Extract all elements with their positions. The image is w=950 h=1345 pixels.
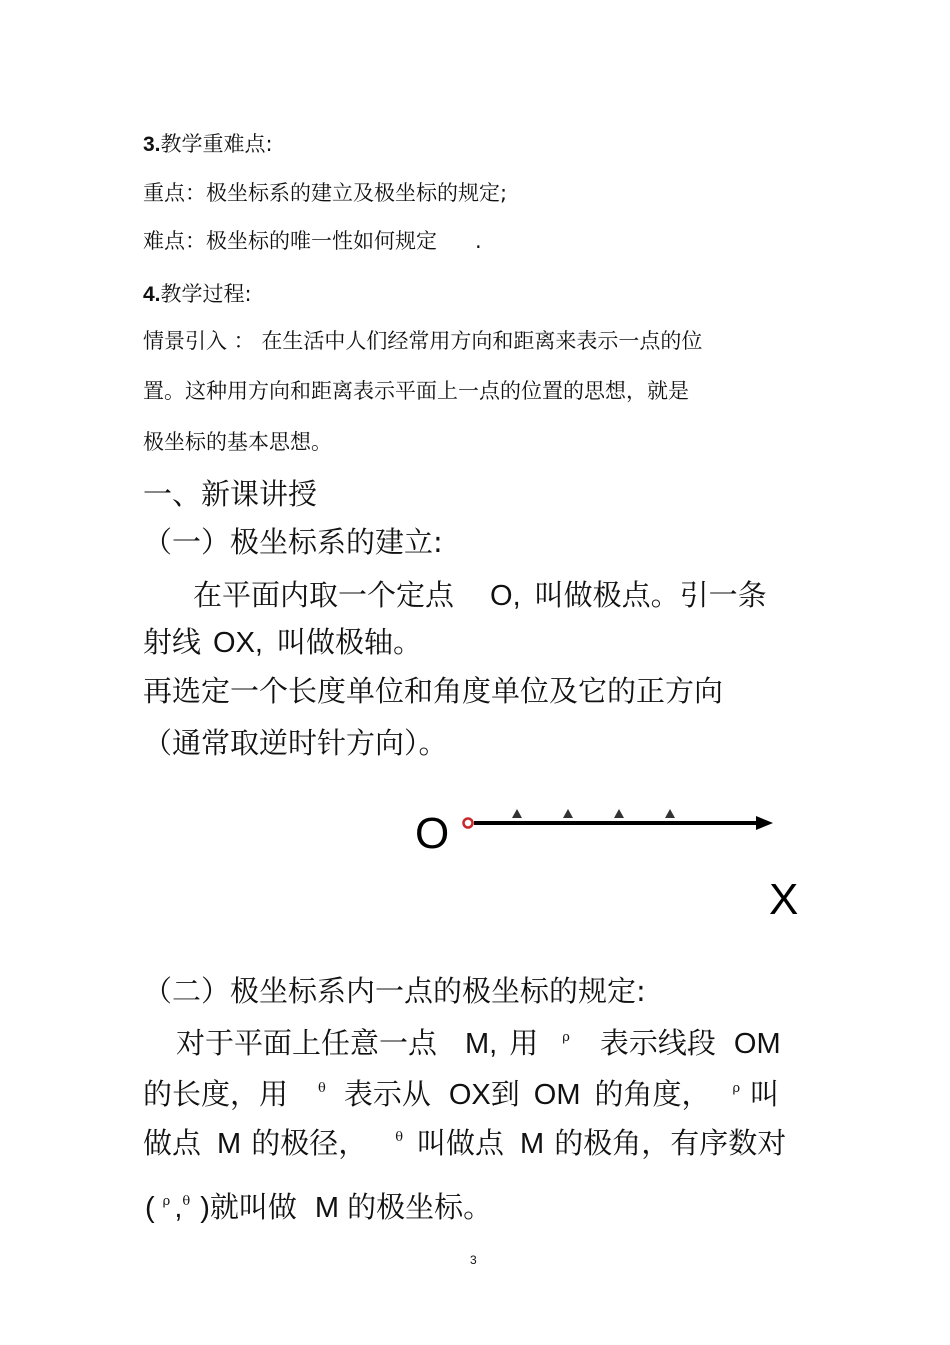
para2-l2-text-b: 表示从 bbox=[343, 1077, 431, 1111]
para2-l3-text-f: 的极角，有序数对 bbox=[554, 1126, 787, 1160]
para2-l3-m-2: M bbox=[520, 1128, 545, 1160]
key-point-line: 重点：极坐标系的建立及极坐标的规定; bbox=[143, 181, 508, 205]
subheading-1: （一）极坐标系的建立: bbox=[143, 525, 443, 559]
para1-l2-axis-label: OX, bbox=[213, 627, 263, 659]
polar-axis-diagram bbox=[400, 790, 830, 940]
section-3-number: 3. bbox=[143, 133, 161, 156]
para2-l4-text-d: 就叫做 bbox=[209, 1190, 297, 1224]
para2-l1-text-c: 用 bbox=[509, 1026, 539, 1060]
para2-l1-text-a: 对于平面上任意一点 bbox=[176, 1026, 438, 1060]
intro-line-1: 情景引入 ： 在生活中人们经常用方向和距离来表示一点的位 bbox=[143, 329, 703, 353]
para1-l1-text-a: 在平面内取一个定点 bbox=[193, 578, 455, 612]
para2-l3-text-a: 做点 bbox=[143, 1126, 202, 1160]
origin-label: O bbox=[415, 809, 450, 858]
open-paren: ( bbox=[145, 1192, 155, 1224]
theta-symbol: θ bbox=[318, 1081, 326, 1096]
page-number: 3 bbox=[470, 1253, 477, 1267]
para2-l4-m: M bbox=[314, 1192, 340, 1224]
para2-l4-text-f: 的极坐标。 bbox=[347, 1190, 493, 1224]
para2-l3-text-c: 的极径， bbox=[251, 1126, 368, 1160]
para2-l2-text-g: 叫 bbox=[750, 1077, 780, 1111]
para1-line-1 bbox=[193, 578, 767, 612]
unit-ticks bbox=[512, 809, 675, 818]
para2-l2-text-f: 的角度， bbox=[594, 1077, 711, 1111]
para1-l2-text-a: 射线 bbox=[143, 625, 202, 659]
para1-line-3: 再选定一个长度单位和角度单位及它的正方向 bbox=[143, 674, 724, 708]
para1-line-2 bbox=[143, 625, 422, 659]
para2-l2-ox: OX bbox=[448, 1079, 491, 1111]
section-4-number: 4. bbox=[143, 283, 161, 306]
difficulty-period: . bbox=[475, 229, 482, 253]
rho-symbol-3: ρ bbox=[162, 1194, 171, 1209]
axis-label: X bbox=[769, 875, 799, 924]
para2-line-1 bbox=[176, 1026, 781, 1060]
intro-line-3: 极坐标的基本思想。 bbox=[143, 430, 332, 454]
para2-l1-point-m: M, bbox=[465, 1028, 498, 1060]
section-3-heading bbox=[143, 134, 273, 155]
para1-l2-text-c: 叫做极轴。 bbox=[276, 625, 422, 659]
section-3-title: 教学重难点: bbox=[160, 132, 273, 156]
para2-l2-om: OM bbox=[533, 1079, 581, 1111]
para2-l1-segment-om: OM bbox=[733, 1028, 781, 1060]
unit-tick-1 bbox=[512, 809, 522, 818]
section-4-heading bbox=[143, 284, 252, 305]
theta-symbol-3: θ bbox=[182, 1194, 191, 1209]
difficulty-text: 难点：极坐标的唯一性如何规定 bbox=[143, 229, 437, 253]
section-4-title: 教学过程: bbox=[160, 282, 252, 306]
comma: , bbox=[174, 1192, 183, 1224]
difficulty-line bbox=[143, 231, 482, 252]
para2-l2-text-a: 的长度，用 bbox=[143, 1077, 289, 1111]
para2-l1-text-d: 表示线段 bbox=[599, 1026, 716, 1060]
origin-dot bbox=[464, 819, 473, 828]
unit-tick-2 bbox=[563, 809, 573, 818]
rho-symbol-2: ρ bbox=[732, 1081, 741, 1096]
para2-line-3 bbox=[143, 1126, 787, 1160]
subheading-2: （二）极坐标系内一点的极坐标的规定: bbox=[143, 974, 646, 1008]
para2-line-2 bbox=[143, 1077, 780, 1111]
para1-l1-pole-label: O, bbox=[490, 580, 521, 612]
para2-line-4 bbox=[145, 1190, 493, 1224]
main-heading: 一、新课讲授 bbox=[143, 477, 318, 511]
unit-tick-4 bbox=[665, 809, 675, 818]
para1-line-4: （通常取逆时针方向）。 bbox=[143, 726, 448, 760]
theta-symbol-2: θ bbox=[395, 1130, 404, 1145]
rho-symbol: ρ bbox=[562, 1030, 570, 1045]
para1-l1-text-c: 叫做极点。引一条 bbox=[534, 578, 767, 612]
unit-tick-3 bbox=[614, 809, 624, 818]
para2-l3-text-d: 叫做点 bbox=[417, 1126, 505, 1160]
para2-l3-m: M bbox=[217, 1128, 242, 1160]
axis-arrowhead bbox=[756, 816, 773, 830]
close-paren: ) bbox=[200, 1192, 210, 1224]
intro-line-2: 置。这种用方向和距离表示平面上一点的位置的思想，就是 bbox=[143, 379, 689, 403]
para2-l2-text-d: 到 bbox=[490, 1077, 520, 1111]
